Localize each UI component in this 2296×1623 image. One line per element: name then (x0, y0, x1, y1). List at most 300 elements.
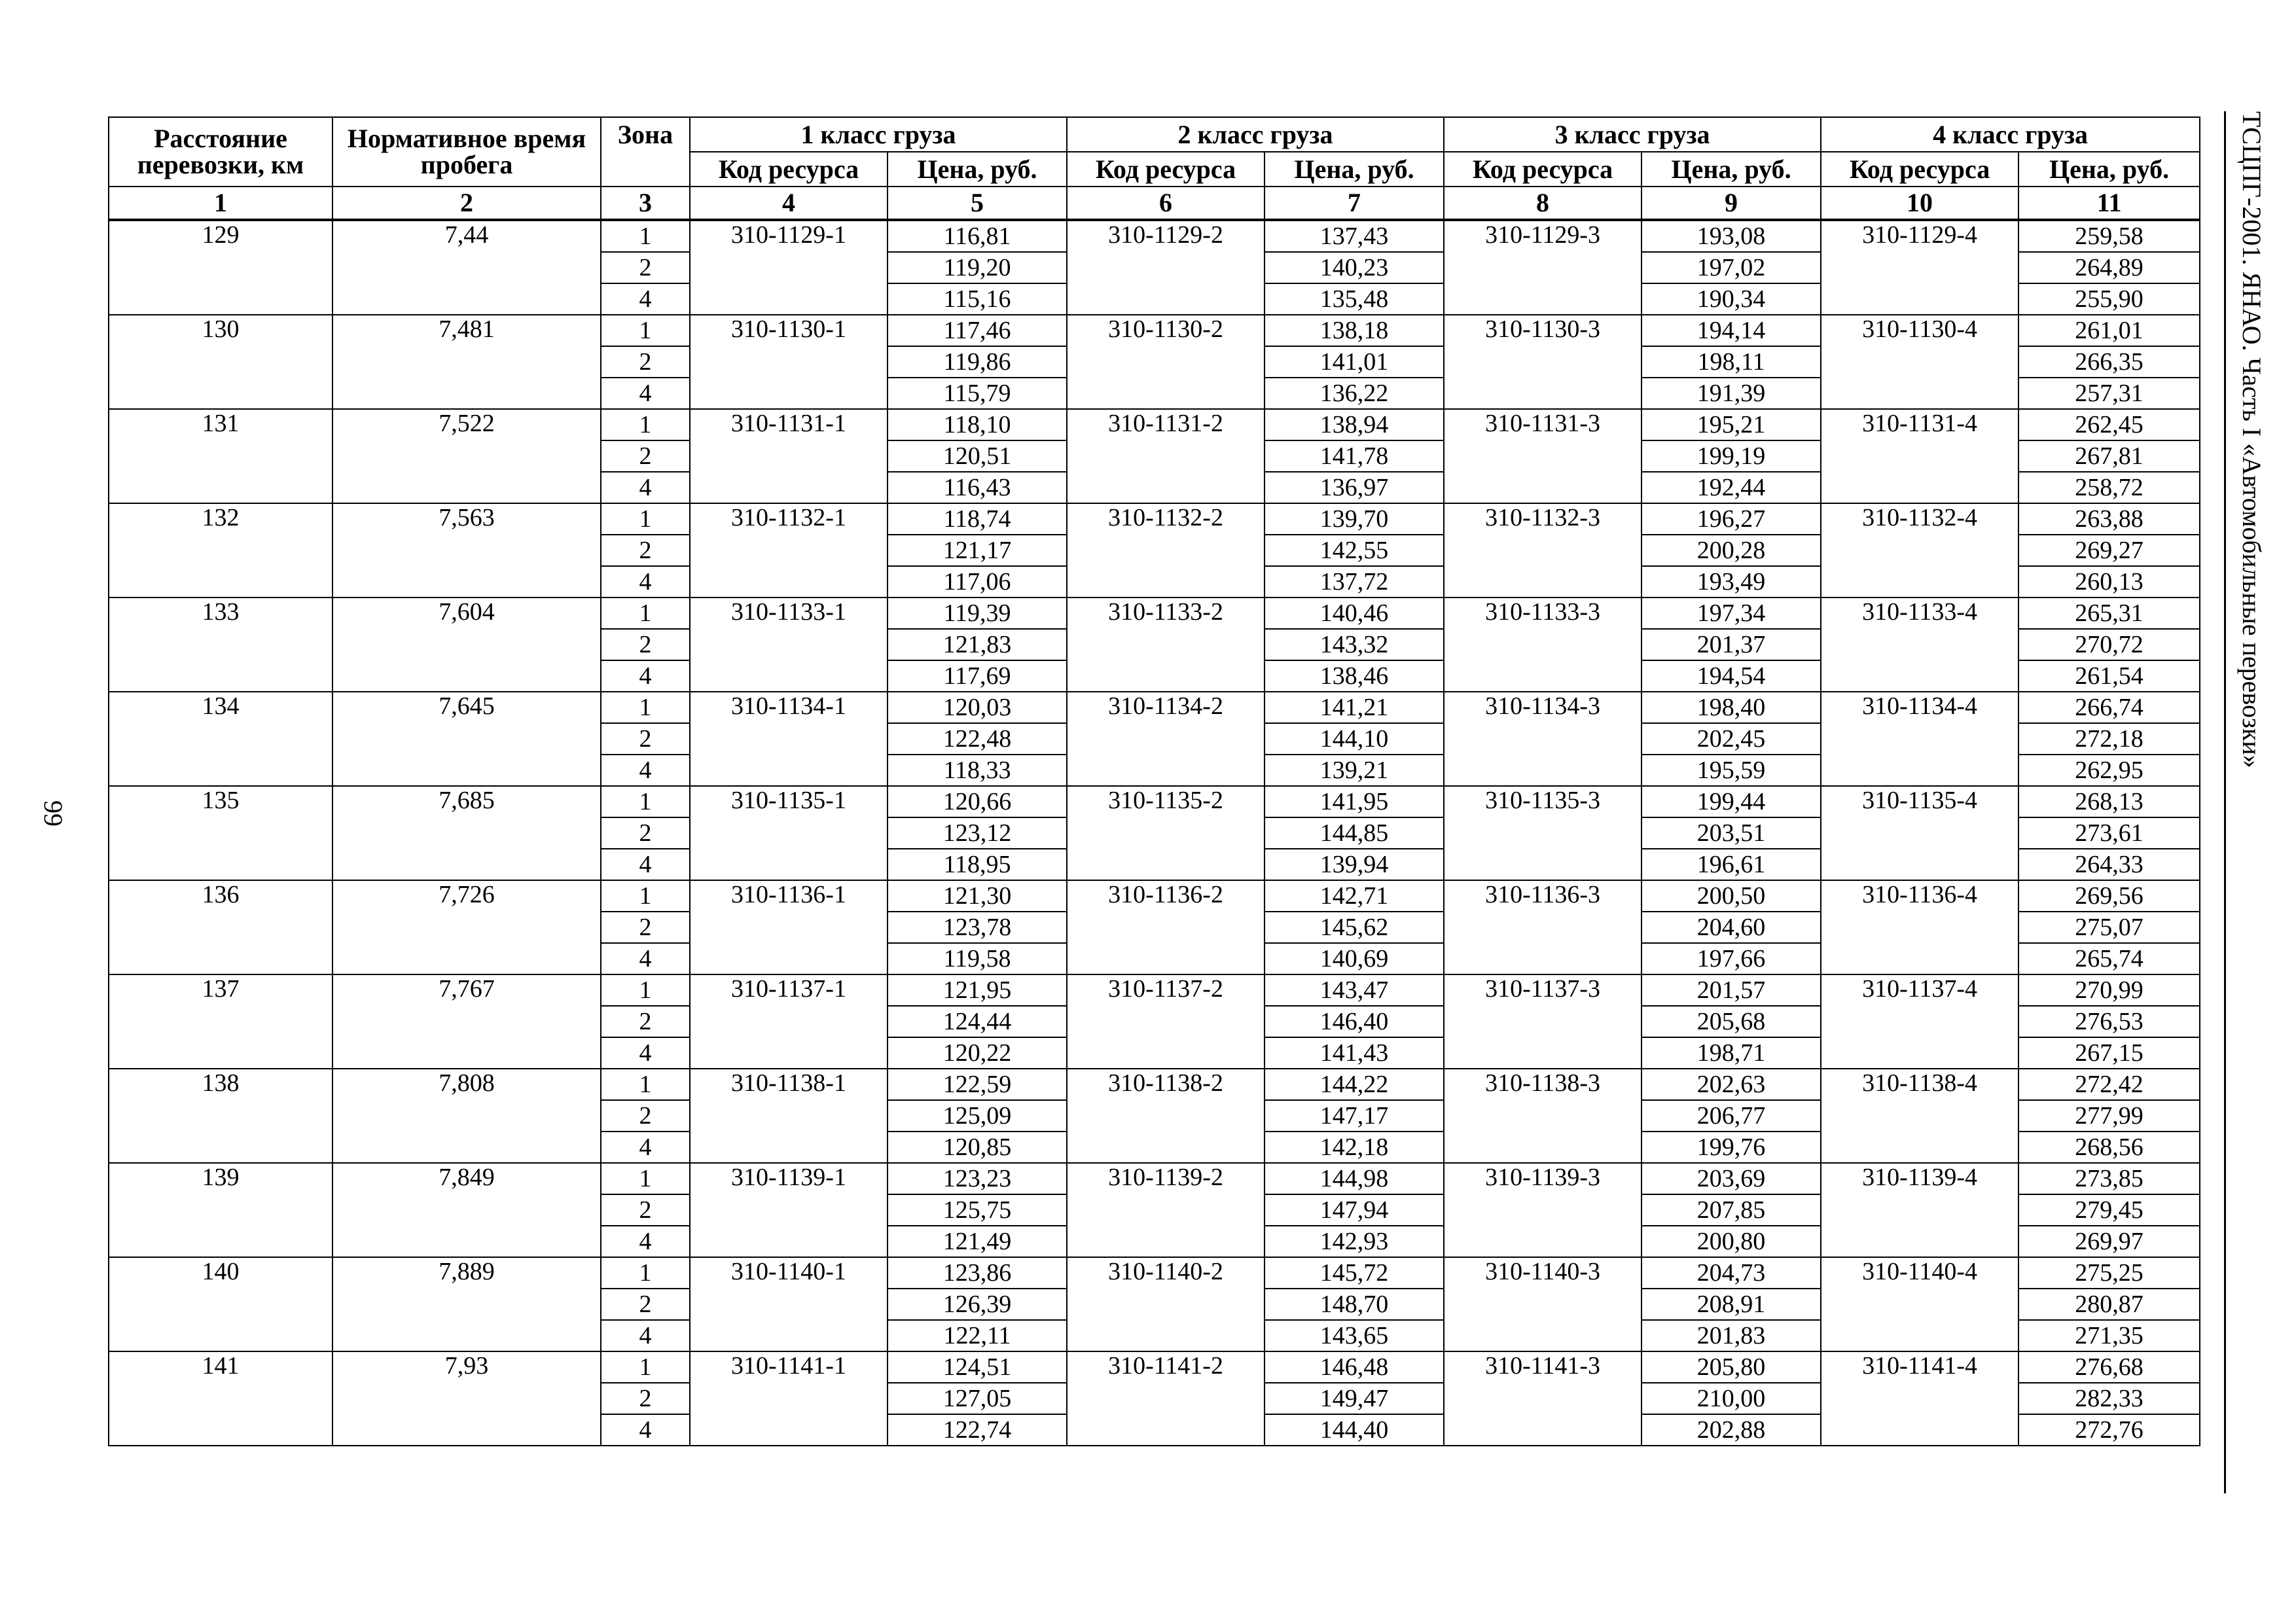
resource-code-cell: 310-1130-4 (1821, 315, 2018, 409)
resource-code-cell: 310-1132-4 (1821, 503, 2018, 597)
resource-code-cell: 310-1138-2 (1067, 1069, 1265, 1163)
price-cell: 198,11 (1641, 346, 1821, 378)
side-rule (2224, 111, 2226, 1493)
col-number: 2 (332, 187, 601, 220)
price-cell: 118,95 (888, 849, 1067, 880)
price-cell: 120,22 (888, 1037, 1067, 1069)
price-cell: 117,46 (888, 315, 1067, 346)
price-cell: 147,94 (1265, 1194, 1444, 1226)
resource-code-cell: 310-1138-1 (690, 1069, 888, 1163)
zone-cell: 4 (601, 566, 690, 597)
time-cell: 7,767 (332, 974, 601, 1069)
price-cell: 144,40 (1265, 1414, 1444, 1446)
price-cell: 120,85 (888, 1132, 1067, 1163)
price-cell: 119,20 (888, 252, 1067, 283)
zone-cell: 1 (601, 1069, 690, 1100)
zone-cell: 2 (601, 817, 690, 849)
zone-cell: 1 (601, 315, 690, 346)
price-cell: 118,10 (888, 409, 1067, 440)
resource-code-cell: 310-1135-1 (690, 786, 888, 880)
price-cell: 270,99 (2018, 974, 2200, 1006)
price-cell: 120,03 (888, 692, 1067, 723)
resource-code-cell: 310-1140-2 (1067, 1257, 1265, 1351)
time-cell: 7,44 (332, 220, 601, 315)
price-cell: 265,31 (2018, 597, 2200, 629)
price-cell: 205,80 (1641, 1351, 1821, 1383)
price-cell: 262,95 (2018, 755, 2200, 786)
price-cell: 124,51 (888, 1351, 1067, 1383)
price-cell: 269,56 (2018, 880, 2200, 912)
price-cell: 141,01 (1265, 346, 1444, 378)
price-cell: 197,66 (1641, 943, 1821, 974)
distance-cell: 134 (109, 692, 332, 786)
table-row (109, 974, 2200, 1006)
price-cell: 276,53 (2018, 1006, 2200, 1037)
resource-code-cell: 310-1133-4 (1821, 597, 2018, 692)
zone-cell: 1 (601, 597, 690, 629)
header-price: Цена, руб. (888, 152, 1067, 187)
price-cell: 115,79 (888, 378, 1067, 409)
price-cell: 273,85 (2018, 1163, 2200, 1194)
price-cell: 119,39 (888, 597, 1067, 629)
table-row (109, 597, 2200, 629)
price-cell: 200,50 (1641, 880, 1821, 912)
resource-code-cell: 310-1134-1 (690, 692, 888, 786)
price-cell: 137,72 (1265, 566, 1444, 597)
resource-code-cell: 310-1141-3 (1444, 1351, 1641, 1446)
resource-code-cell: 310-1135-3 (1444, 786, 1641, 880)
price-cell: 141,78 (1265, 440, 1444, 472)
price-cell: 116,81 (888, 220, 1067, 252)
zone-cell: 2 (601, 629, 690, 660)
distance-cell: 138 (109, 1069, 332, 1163)
col-number: 1 (109, 187, 332, 220)
time-cell: 7,563 (332, 503, 601, 597)
price-cell: 123,86 (888, 1257, 1067, 1289)
price-cell: 271,35 (2018, 1320, 2200, 1351)
distance-cell: 136 (109, 880, 332, 974)
zone-cell: 4 (601, 660, 690, 692)
price-cell: 270,72 (2018, 629, 2200, 660)
price-cell: 124,44 (888, 1006, 1067, 1037)
side-title: ТСЦПГ-2001. ЯНАО. Часть I «Автомобильные перевозки» (2237, 111, 2267, 768)
col-number: 10 (1821, 187, 2018, 220)
time-cell: 7,645 (332, 692, 601, 786)
price-cell: 275,07 (2018, 912, 2200, 943)
table-row (109, 503, 2200, 535)
zone-cell: 2 (601, 1383, 690, 1414)
price-cell: 136,97 (1265, 472, 1444, 503)
resource-code-cell: 310-1141-2 (1067, 1351, 1265, 1446)
price-cell: 116,43 (888, 472, 1067, 503)
table-row (109, 1163, 2200, 1194)
zone-cell: 2 (601, 1194, 690, 1226)
price-cell: 279,45 (2018, 1194, 2200, 1226)
price-cell: 264,33 (2018, 849, 2200, 880)
col-number: 4 (690, 187, 888, 220)
table-row (109, 1069, 2200, 1100)
price-cell: 199,44 (1641, 786, 1821, 817)
price-cell: 138,94 (1265, 409, 1444, 440)
price-cell: 144,22 (1265, 1069, 1444, 1100)
resource-code-cell: 310-1130-3 (1444, 315, 1641, 409)
price-cell: 123,12 (888, 817, 1067, 849)
price-cell: 120,66 (888, 786, 1067, 817)
header-code: Код ресурса (1444, 152, 1641, 187)
price-cell: 140,69 (1265, 943, 1444, 974)
price-cell: 266,74 (2018, 692, 2200, 723)
resource-code-cell: 310-1139-2 (1067, 1163, 1265, 1257)
zone-cell: 4 (601, 849, 690, 880)
price-cell: 204,60 (1641, 912, 1821, 943)
resource-code-cell: 310-1141-4 (1821, 1351, 2018, 1446)
zone-cell: 2 (601, 440, 690, 472)
resource-code-cell: 310-1131-3 (1444, 409, 1641, 503)
zone-cell: 1 (601, 1257, 690, 1289)
price-cell: 138,46 (1265, 660, 1444, 692)
col-number: 11 (2018, 187, 2200, 220)
price-cell: 122,59 (888, 1069, 1067, 1100)
price-cell: 197,02 (1641, 252, 1821, 283)
resource-code-cell: 310-1129-1 (690, 220, 888, 315)
price-cell: 264,89 (2018, 252, 2200, 283)
price-cell: 143,32 (1265, 629, 1444, 660)
price-cell: 261,01 (2018, 315, 2200, 346)
price-cell: 266,35 (2018, 346, 2200, 378)
time-cell: 7,849 (332, 1163, 601, 1257)
resource-code-cell: 310-1140-3 (1444, 1257, 1641, 1351)
resource-code-cell: 310-1140-4 (1821, 1257, 2018, 1351)
header-price: Цена, руб. (1265, 152, 1444, 187)
price-cell: 196,27 (1641, 503, 1821, 535)
distance-cell: 133 (109, 597, 332, 692)
header-price: Цена, руб. (2018, 152, 2200, 187)
price-cell: 122,48 (888, 723, 1067, 755)
price-cell: 135,48 (1265, 283, 1444, 315)
distance-cell: 140 (109, 1257, 332, 1351)
price-cell: 141,95 (1265, 786, 1444, 817)
table-row (109, 315, 2200, 346)
col-number: 5 (888, 187, 1067, 220)
resource-code-cell: 310-1138-4 (1821, 1069, 2018, 1163)
time-cell: 7,685 (332, 786, 601, 880)
zone-cell: 2 (601, 1006, 690, 1037)
price-cell: 277,99 (2018, 1100, 2200, 1132)
price-cell: 269,97 (2018, 1226, 2200, 1257)
distance-cell: 137 (109, 974, 332, 1069)
resource-code-cell: 310-1129-4 (1821, 220, 2018, 315)
table-row (109, 1257, 2200, 1289)
price-cell: 280,87 (2018, 1289, 2200, 1320)
price-cell: 142,71 (1265, 880, 1444, 912)
price-cell: 198,40 (1641, 692, 1821, 723)
price-cell: 199,76 (1641, 1132, 1821, 1163)
price-cell: 194,54 (1641, 660, 1821, 692)
zone-cell: 4 (601, 1132, 690, 1163)
resource-code-cell: 310-1135-2 (1067, 786, 1265, 880)
price-cell: 192,44 (1641, 472, 1821, 503)
price-cell: 200,28 (1641, 535, 1821, 566)
zone-cell: 1 (601, 503, 690, 535)
header-class-4: 4 класс груза (1821, 117, 2200, 152)
header-time: Нормативное время пробега (332, 117, 601, 187)
resource-code-cell: 310-1132-2 (1067, 503, 1265, 597)
price-cell: 272,76 (2018, 1414, 2200, 1446)
price-cell: 191,39 (1641, 378, 1821, 409)
price-cell: 260,13 (2018, 566, 2200, 597)
resource-code-cell: 310-1139-4 (1821, 1163, 2018, 1257)
zone-cell: 1 (601, 409, 690, 440)
table-row (109, 409, 2200, 440)
price-cell: 193,08 (1641, 220, 1821, 252)
price-cell: 272,42 (2018, 1069, 2200, 1100)
resource-code-cell: 310-1129-3 (1444, 220, 1641, 315)
price-cell: 144,85 (1265, 817, 1444, 849)
zone-cell: 4 (601, 378, 690, 409)
price-cell: 143,47 (1265, 974, 1444, 1006)
distance-cell: 132 (109, 503, 332, 597)
price-cell: 144,10 (1265, 723, 1444, 755)
price-cell: 139,94 (1265, 849, 1444, 880)
zone-cell: 4 (601, 1414, 690, 1446)
time-cell: 7,481 (332, 315, 601, 409)
price-cell: 261,54 (2018, 660, 2200, 692)
zone-cell: 4 (601, 1226, 690, 1257)
price-cell: 145,72 (1265, 1257, 1444, 1289)
price-cell: 123,78 (888, 912, 1067, 943)
price-cell: 267,15 (2018, 1037, 2200, 1069)
price-cell: 125,75 (888, 1194, 1067, 1226)
price-cell: 196,61 (1641, 849, 1821, 880)
resource-code-cell: 310-1132-1 (690, 503, 888, 597)
zone-cell: 2 (601, 723, 690, 755)
price-cell: 121,49 (888, 1226, 1067, 1257)
price-cell: 205,68 (1641, 1006, 1821, 1037)
price-cell: 147,17 (1265, 1100, 1444, 1132)
price-cell: 201,37 (1641, 629, 1821, 660)
resource-code-cell: 310-1141-1 (690, 1351, 888, 1446)
zone-cell: 2 (601, 1289, 690, 1320)
header-class-2: 2 класс груза (1067, 117, 1444, 152)
zone-cell: 1 (601, 692, 690, 723)
price-cell: 140,23 (1265, 252, 1444, 283)
page-number: 99 (39, 800, 68, 827)
zone-cell: 4 (601, 755, 690, 786)
header-distance: Расстояние перевозки, км (109, 117, 332, 187)
price-cell: 190,34 (1641, 283, 1821, 315)
price-cell: 255,90 (2018, 283, 2200, 315)
price-cell: 201,57 (1641, 974, 1821, 1006)
resource-code-cell: 310-1134-3 (1444, 692, 1641, 786)
zone-cell: 1 (601, 880, 690, 912)
resource-code-cell: 310-1134-4 (1821, 692, 2018, 786)
resource-code-cell: 310-1129-2 (1067, 220, 1265, 315)
price-cell: 268,13 (2018, 786, 2200, 817)
price-cell: 203,69 (1641, 1163, 1821, 1194)
price-cell: 142,93 (1265, 1226, 1444, 1257)
price-cell: 197,34 (1641, 597, 1821, 629)
distance-cell: 131 (109, 409, 332, 503)
price-cell: 195,59 (1641, 755, 1821, 786)
price-cell: 198,71 (1641, 1037, 1821, 1069)
price-cell: 202,45 (1641, 723, 1821, 755)
header-zone: Зона (601, 117, 690, 187)
price-cell: 120,51 (888, 440, 1067, 472)
header-price: Цена, руб. (1641, 152, 1821, 187)
price-cell: 122,74 (888, 1414, 1067, 1446)
zone-cell: 2 (601, 535, 690, 566)
price-cell: 258,72 (2018, 472, 2200, 503)
price-cell: 121,30 (888, 880, 1067, 912)
price-cell: 123,23 (888, 1163, 1067, 1194)
price-cell: 121,17 (888, 535, 1067, 566)
resource-code-cell: 310-1134-2 (1067, 692, 1265, 786)
price-cell: 195,21 (1641, 409, 1821, 440)
time-cell: 7,889 (332, 1257, 601, 1351)
header-code: Код ресурса (690, 152, 888, 187)
price-cell: 137,43 (1265, 220, 1444, 252)
price-cell: 139,21 (1265, 755, 1444, 786)
resource-code-cell: 310-1133-1 (690, 597, 888, 692)
resource-code-cell: 310-1136-3 (1444, 880, 1641, 974)
price-cell: 119,86 (888, 346, 1067, 378)
price-cell: 118,74 (888, 503, 1067, 535)
price-cell: 199,19 (1641, 440, 1821, 472)
price-cell: 273,61 (2018, 817, 2200, 849)
time-cell: 7,604 (332, 597, 601, 692)
price-cell: 200,80 (1641, 1226, 1821, 1257)
zone-cell: 1 (601, 974, 690, 1006)
resource-code-cell: 310-1130-1 (690, 315, 888, 409)
zone-cell: 1 (601, 1163, 690, 1194)
table-row (109, 786, 2200, 817)
table-header (109, 117, 2200, 220)
zone-cell: 2 (601, 252, 690, 283)
price-cell: 201,83 (1641, 1320, 1821, 1351)
resource-code-cell: 310-1136-1 (690, 880, 888, 974)
price-cell: 269,27 (2018, 535, 2200, 566)
zone-cell: 2 (601, 346, 690, 378)
price-cell: 141,21 (1265, 692, 1444, 723)
price-cell: 193,49 (1641, 566, 1821, 597)
price-cell: 143,65 (1265, 1320, 1444, 1351)
price-cell: 202,63 (1641, 1069, 1821, 1100)
zone-cell: 1 (601, 1351, 690, 1383)
price-cell: 138,18 (1265, 315, 1444, 346)
price-cell: 140,46 (1265, 597, 1444, 629)
price-cell: 136,22 (1265, 378, 1444, 409)
col-number: 8 (1444, 187, 1641, 220)
table-body (109, 220, 2200, 1446)
price-cell: 127,05 (888, 1383, 1067, 1414)
price-cell: 139,70 (1265, 503, 1444, 535)
price-cell: 202,88 (1641, 1414, 1821, 1446)
price-cell: 126,39 (888, 1289, 1067, 1320)
resource-code-cell: 310-1136-2 (1067, 880, 1265, 974)
price-cell: 282,33 (2018, 1383, 2200, 1414)
resource-code-cell: 310-1139-1 (690, 1163, 888, 1257)
header-code: Код ресурса (1821, 152, 2018, 187)
price-cell: 125,09 (888, 1100, 1067, 1132)
price-cell: 208,91 (1641, 1289, 1821, 1320)
resource-code-cell: 310-1131-2 (1067, 409, 1265, 503)
price-cell: 268,56 (2018, 1132, 2200, 1163)
resource-code-cell: 310-1137-2 (1067, 974, 1265, 1069)
header-code: Код ресурса (1067, 152, 1265, 187)
price-cell: 149,47 (1265, 1383, 1444, 1414)
resource-code-cell: 310-1136-4 (1821, 880, 2018, 974)
price-cell: 257,31 (2018, 378, 2200, 409)
price-cell: 117,69 (888, 660, 1067, 692)
table-row (109, 220, 2200, 252)
zone-cell: 1 (601, 220, 690, 252)
time-cell: 7,522 (332, 409, 601, 503)
table-row (109, 692, 2200, 723)
zone-cell: 4 (601, 472, 690, 503)
resource-code-cell: 310-1137-4 (1821, 974, 2018, 1069)
price-cell: 206,77 (1641, 1100, 1821, 1132)
time-cell: 7,93 (332, 1351, 601, 1446)
price-cell: 259,58 (2018, 220, 2200, 252)
price-cell: 275,25 (2018, 1257, 2200, 1289)
price-cell: 119,58 (888, 943, 1067, 974)
distance-cell: 141 (109, 1351, 332, 1446)
time-cell: 7,808 (332, 1069, 601, 1163)
resource-code-cell: 310-1131-1 (690, 409, 888, 503)
zone-cell: 1 (601, 786, 690, 817)
price-cell: 194,14 (1641, 315, 1821, 346)
col-number: 7 (1265, 187, 1444, 220)
price-cell: 204,73 (1641, 1257, 1821, 1289)
zone-cell: 4 (601, 1037, 690, 1069)
header-class-1: 1 класс груза (690, 117, 1067, 152)
header-class-3: 3 класс груза (1444, 117, 1821, 152)
resource-code-cell: 310-1137-3 (1444, 974, 1641, 1069)
price-cell: 146,40 (1265, 1006, 1444, 1037)
resource-code-cell: 310-1132-3 (1444, 503, 1641, 597)
col-number: 6 (1067, 187, 1265, 220)
price-cell: 144,98 (1265, 1163, 1444, 1194)
col-number: 9 (1641, 187, 1821, 220)
resource-code-cell: 310-1137-1 (690, 974, 888, 1069)
resource-code-cell: 310-1131-4 (1821, 409, 2018, 503)
resource-code-cell: 310-1138-3 (1444, 1069, 1641, 1163)
price-cell: 263,88 (2018, 503, 2200, 535)
zone-cell: 4 (601, 1320, 690, 1351)
zone-cell: 2 (601, 1100, 690, 1132)
resource-code-cell: 310-1139-3 (1444, 1163, 1641, 1257)
distance-cell: 139 (109, 1163, 332, 1257)
resource-code-cell: 310-1133-3 (1444, 597, 1641, 692)
price-cell: 142,18 (1265, 1132, 1444, 1163)
price-cell: 203,51 (1641, 817, 1821, 849)
price-cell: 265,74 (2018, 943, 2200, 974)
price-cell: 207,85 (1641, 1194, 1821, 1226)
price-cell: 262,45 (2018, 409, 2200, 440)
price-cell: 121,83 (888, 629, 1067, 660)
resource-code-cell: 310-1130-2 (1067, 315, 1265, 409)
distance-cell: 129 (109, 220, 332, 315)
distance-cell: 130 (109, 315, 332, 409)
price-cell: 148,70 (1265, 1289, 1444, 1320)
zone-cell: 4 (601, 943, 690, 974)
price-cell: 210,00 (1641, 1383, 1821, 1414)
price-cell: 276,68 (2018, 1351, 2200, 1383)
distance-cell: 135 (109, 786, 332, 880)
zone-cell: 4 (601, 283, 690, 315)
col-number: 3 (601, 187, 690, 220)
price-cell: 272,18 (2018, 723, 2200, 755)
